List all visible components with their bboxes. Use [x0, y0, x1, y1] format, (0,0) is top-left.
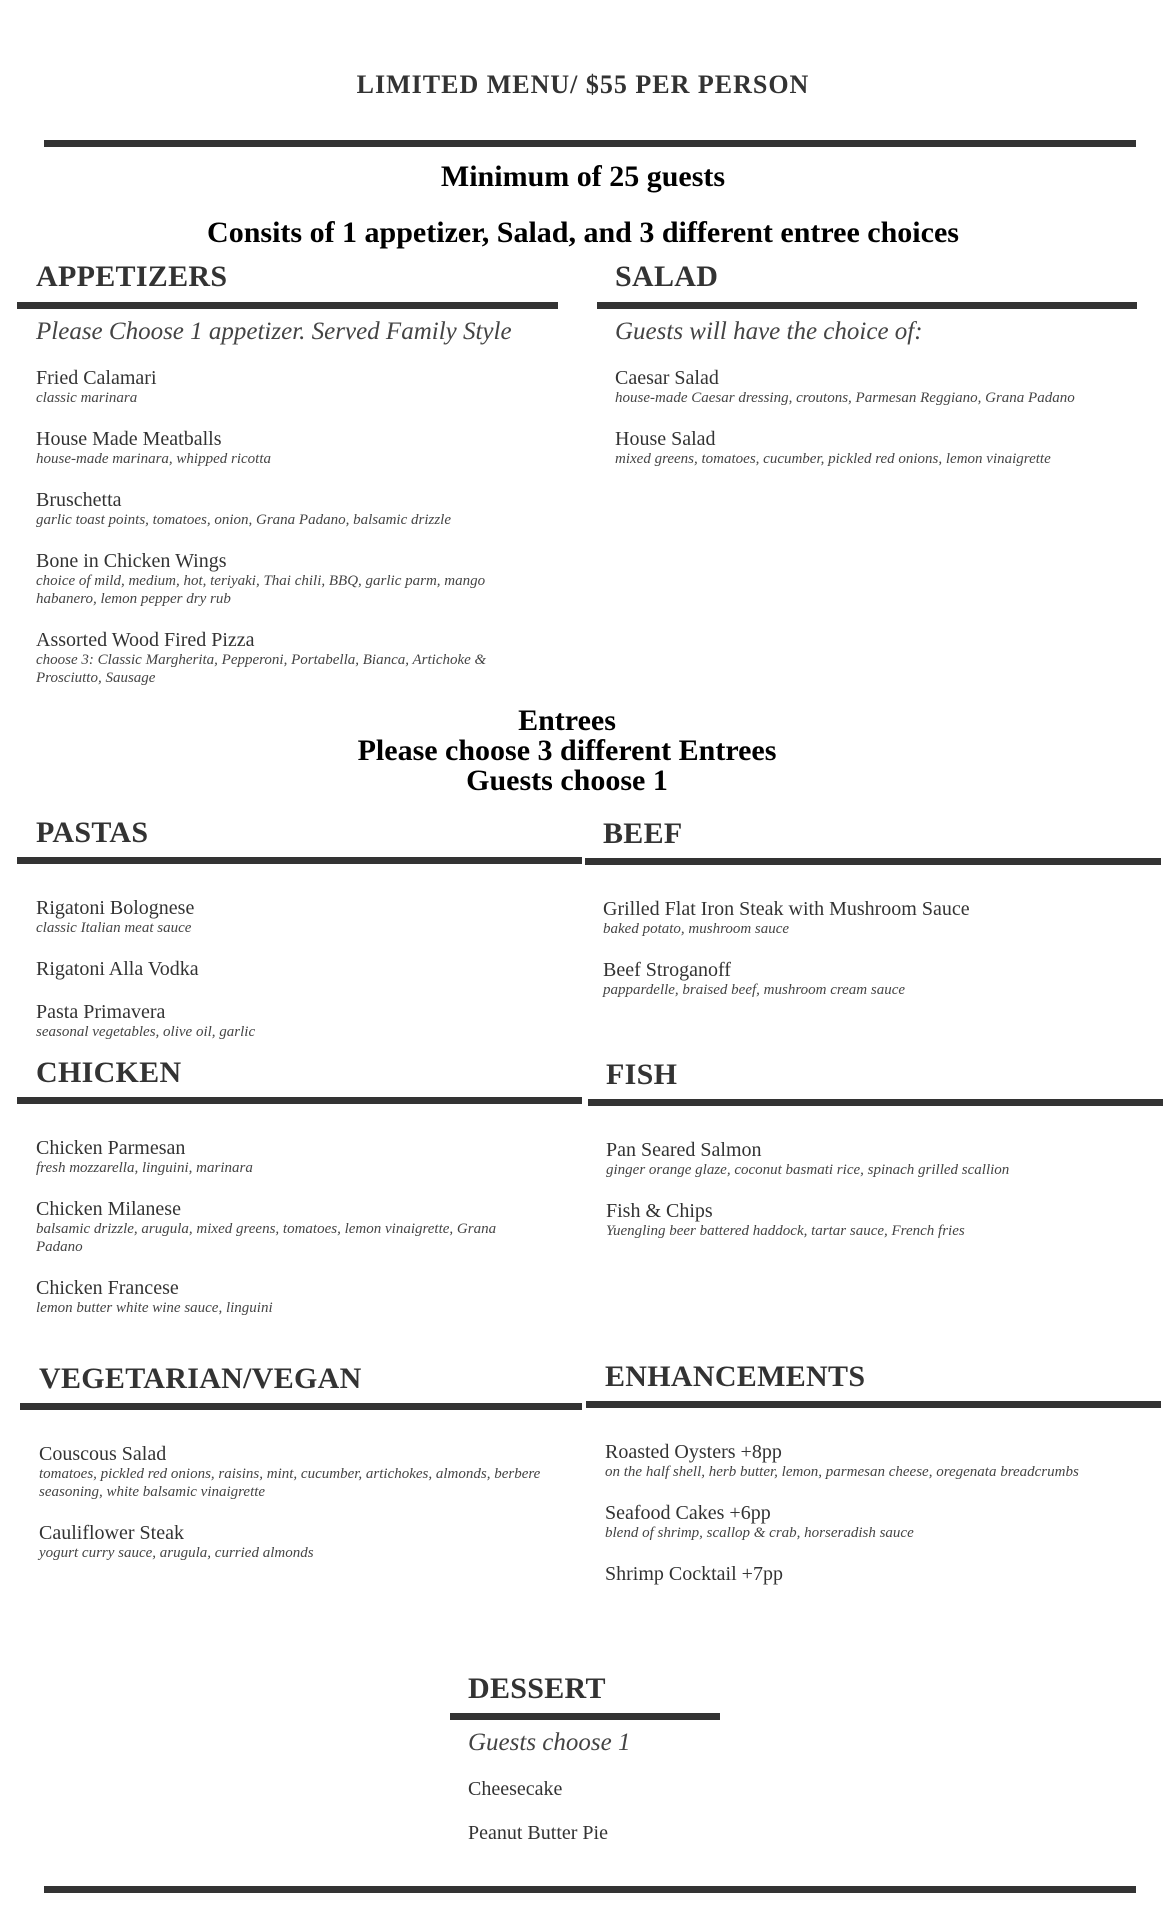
list-item — [605, 1502, 1125, 1542]
dessert-item: Peanut Butter Pie — [468, 1822, 608, 1844]
pastas-rule — [17, 857, 582, 864]
list-item — [36, 550, 526, 608]
list-item — [39, 1443, 569, 1501]
item-description: blend of shrimp, scallop & crab, horseradish sauce — [605, 1525, 914, 1541]
dessert-item: Cheesecake — [468, 1778, 563, 1800]
salad-note: Guests will have the choice of: — [615, 318, 923, 345]
list-item — [36, 489, 556, 529]
item-description: ginger orange glaze, coconut basmati rice, spinach grilled scallion — [606, 1162, 1010, 1178]
list-item — [36, 1001, 556, 1041]
list-item — [615, 428, 1135, 468]
item-description: fresh mozzarella, linguini, marinara — [36, 1160, 253, 1176]
enhancements-rule — [586, 1401, 1161, 1408]
salad-rule — [597, 302, 1137, 309]
item-name: Couscous Salad — [39, 1443, 167, 1465]
item-description: seasonal vegetables, olive oil, garlic — [36, 1024, 256, 1040]
pastas-title: PASTAS — [36, 816, 149, 849]
item-description: pappardelle, braised beef, mushroom cream sauce — [603, 982, 906, 998]
appetizers-rule — [17, 302, 558, 309]
list-item — [606, 1200, 1126, 1240]
item-name: Fish & Chips — [606, 1200, 713, 1222]
fish-rule — [588, 1099, 1163, 1106]
item-name: Beef Stroganoff — [603, 959, 731, 981]
list-item — [36, 367, 556, 407]
item-name: Chicken Parmesan — [36, 1137, 186, 1159]
list-item — [605, 1441, 1125, 1481]
item-name: Grilled Flat Iron Steak with Mushroom Sauce — [603, 898, 970, 920]
chicken-rule — [17, 1097, 582, 1104]
item-description: choose 3: Classic Margherita, Pepperoni, Portabella, Bianca, Artichoke & Prosciutto, Sausage — [36, 652, 487, 686]
item-name: Assorted Wood Fired Pizza — [36, 629, 255, 651]
entrees-heading — [0, 706, 1134, 796]
beef-title: BEEF — [603, 817, 683, 850]
top-divider — [44, 140, 1136, 147]
item-description: baked potato, mushroom sauce — [603, 921, 790, 937]
list-item — [36, 428, 556, 468]
item-name: Pasta Primavera — [36, 1001, 166, 1023]
item-description: choice of mild, medium, hot, teriyaki, Thai chili, BBQ, garlic parm, mango habanero, lemon pepper dry rub — [36, 573, 486, 607]
vegetarian-rule — [20, 1403, 582, 1410]
minimum-guests: Minimum of 25 guests — [440, 160, 726, 193]
item-name: Cauliflower Steak — [39, 1522, 184, 1544]
beef-rule — [585, 858, 1161, 865]
item-description: balsamic drizzle, arugula, mixed greens, tomatoes, lemon vinaigrette, Grana Padano — [36, 1221, 497, 1255]
entrees-guest-note: Guests choose 1 — [466, 764, 668, 797]
bottom-divider — [44, 1886, 1136, 1893]
item-name: Rigatoni Bolognese — [36, 897, 195, 919]
vegetarian-title: VEGETARIAN/VEGAN — [39, 1362, 362, 1395]
salad-title: SALAD — [615, 260, 719, 293]
list-item — [605, 1563, 1125, 1585]
list-item — [36, 629, 526, 687]
list-item — [36, 958, 556, 980]
list-item — [603, 898, 1123, 938]
item-name: Pan Seared Salmon — [606, 1139, 762, 1161]
dessert-note: Guests choose 1 — [468, 1729, 631, 1756]
item-description: garlic toast points, tomatoes, onion, Grana Padano, balsamic drizzle — [36, 512, 452, 528]
item-name: Rigatoni Alla Vodka — [36, 958, 199, 980]
item-name: Fried Calamari — [36, 367, 157, 389]
menu-consists: Consits of 1 appetizer, Salad, and 3 different entree choices — [207, 216, 959, 249]
list-item — [36, 1277, 556, 1317]
entrees-instruction: Please choose 3 different Entrees — [357, 734, 777, 767]
item-name: Chicken Francese — [36, 1277, 179, 1299]
enhancements-title: ENHANCEMENTS — [605, 1360, 866, 1393]
entrees-title: Entrees — [518, 704, 616, 737]
appetizers-title: APPETIZERS — [36, 260, 228, 293]
list-item — [36, 1198, 536, 1256]
item-description: Yuengling beer battered haddock, tartar sauce, French fries — [606, 1223, 965, 1239]
item-description: mixed greens, tomatoes, cucumber, pickled red onions, lemon vinaigrette — [615, 451, 1051, 467]
appetizers-note: Please Choose 1 appetizer. Served Family Style — [36, 318, 512, 345]
item-description: house-made marinara, whipped ricotta — [36, 451, 271, 467]
dessert-title: DESSERT — [468, 1672, 606, 1705]
item-name: House Made Meatballs — [36, 428, 222, 450]
list-item — [36, 897, 556, 937]
dessert-rule — [450, 1713, 720, 1720]
item-name: House Salad — [615, 428, 716, 450]
menu-title: LIMITED MENU/ $55 PER PERSON — [356, 70, 810, 99]
item-name: Roasted Oysters +8pp — [605, 1441, 782, 1463]
fish-title: FISH — [606, 1058, 678, 1091]
item-name: Chicken Milanese — [36, 1198, 181, 1220]
list-item — [39, 1522, 559, 1562]
item-name: Shrimp Cocktail +7pp — [605, 1563, 783, 1585]
item-description: classic Italian meat sauce — [36, 920, 192, 936]
item-description: classic marinara — [36, 390, 138, 406]
item-description: on the half shell, herb butter, lemon, parmesan cheese, oregenata breadcrumbs — [605, 1464, 1079, 1480]
item-description: yogurt curry sauce, arugula, curried almonds — [39, 1545, 314, 1561]
item-description: tomatoes, pickled red onions, raisins, mint, cucumber, artichokes, almonds, berbere seasoning, white balsamic vinaigrette — [39, 1466, 541, 1500]
list-item — [36, 1137, 556, 1177]
list-item — [603, 959, 1123, 999]
item-description: lemon butter white wine sauce, linguini — [36, 1300, 273, 1316]
item-name: Bruschetta — [36, 489, 122, 511]
item-name: Caesar Salad — [615, 367, 719, 389]
list-item — [606, 1139, 1126, 1179]
item-description: house-made Caesar dressing, croutons, Parmesan Reggiano, Grana Padano — [615, 390, 1075, 406]
chicken-title: CHICKEN — [36, 1056, 182, 1089]
item-name: Seafood Cakes +6pp — [605, 1502, 771, 1524]
item-name: Bone in Chicken Wings — [36, 550, 227, 572]
list-item — [615, 367, 1135, 407]
